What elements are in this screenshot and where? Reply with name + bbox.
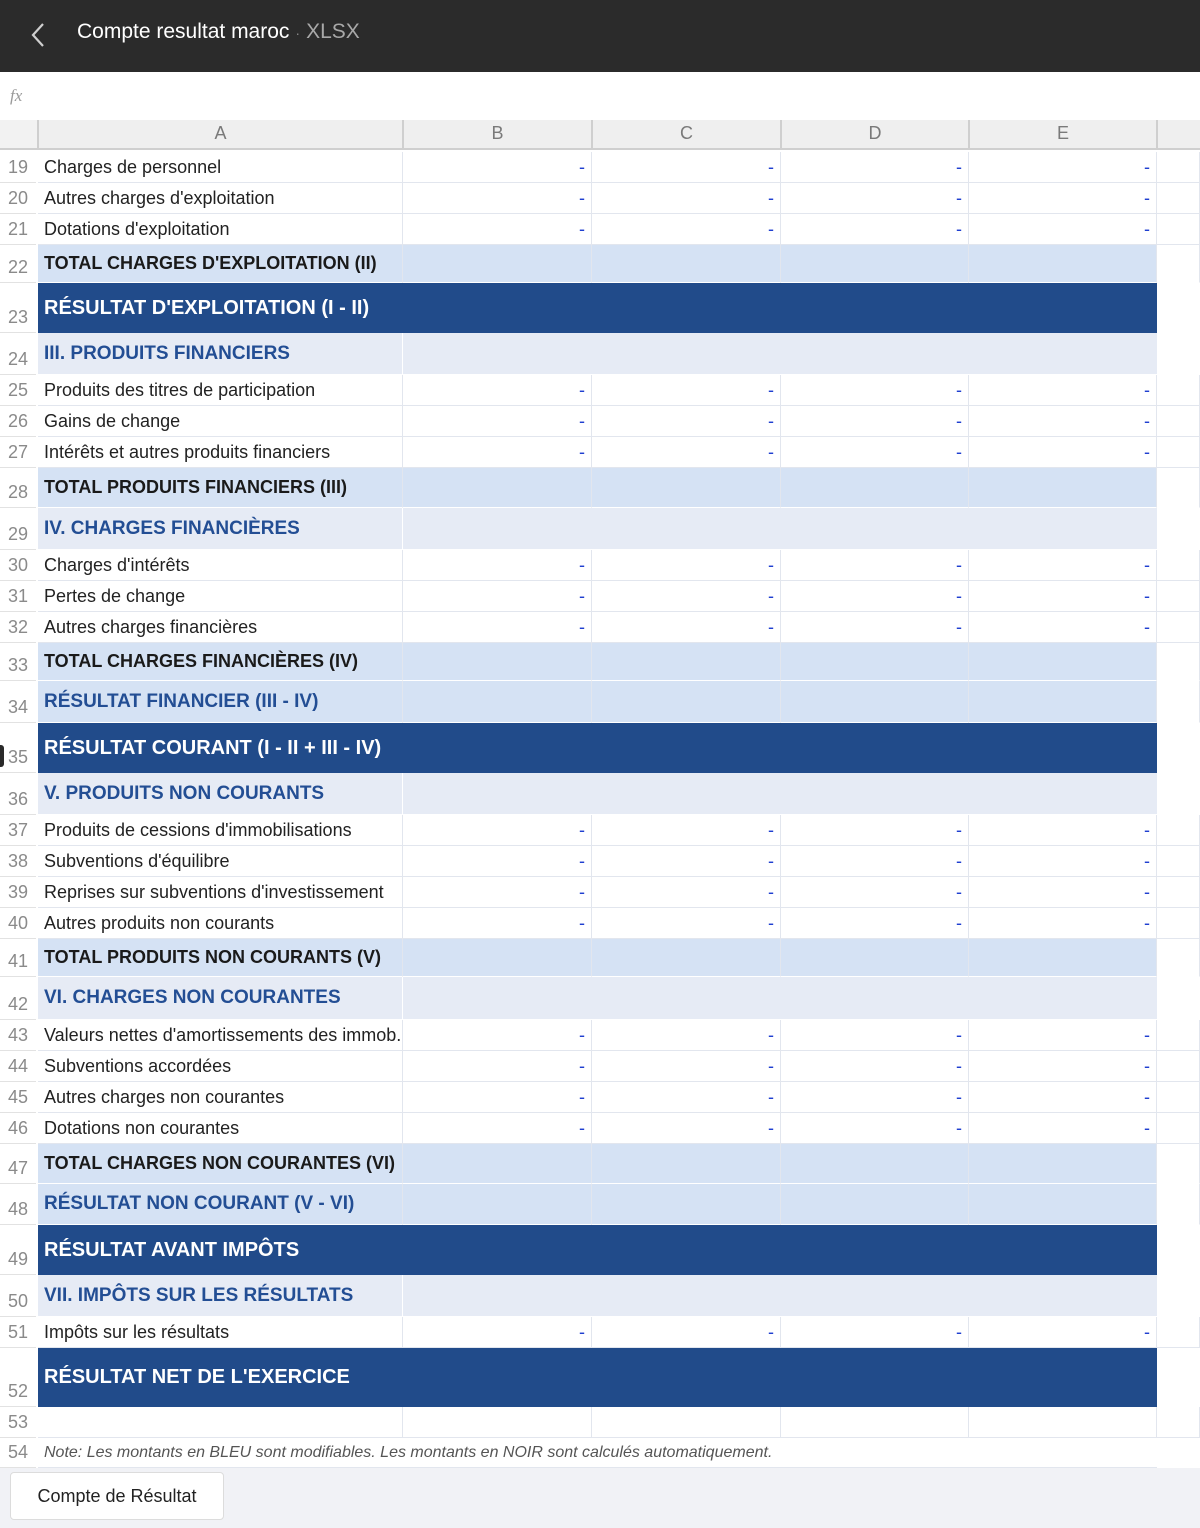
cell-f[interactable] <box>1157 1317 1200 1348</box>
row-number[interactable]: 30 <box>0 550 36 581</box>
value-cell-c[interactable]: - <box>592 437 781 468</box>
row-34 <box>0 681 1200 723</box>
cell-f[interactable] <box>1157 1113 1200 1144</box>
cell-c[interactable] <box>592 643 781 681</box>
cell-f[interactable] <box>1157 908 1200 939</box>
line-label[interactable]: Autres produits non courants <box>38 908 403 939</box>
row-number[interactable]: 42 <box>0 977 36 1020</box>
cell-f[interactable] <box>1157 245 1200 283</box>
cell-f[interactable] <box>1157 815 1200 846</box>
cell-e[interactable] <box>969 643 1157 681</box>
total-label[interactable]: TOTAL CHARGES D'EXPLOITATION (II) <box>38 245 403 283</box>
cell-f[interactable] <box>1157 375 1200 406</box>
line-label[interactable]: Dotations d'exploitation <box>38 214 403 245</box>
value-cell-c[interactable]: - <box>592 1082 781 1113</box>
result-banner-label: RÉSULTAT D'EXPLOITATION (I - II) <box>44 296 370 319</box>
row-number[interactable]: 51 <box>0 1317 36 1348</box>
value-cell-e[interactable]: - <box>969 152 1157 183</box>
row-number[interactable]: 45 <box>0 1082 36 1113</box>
value-cell-b[interactable]: - <box>403 846 592 877</box>
section-heading[interactable]: III. PRODUITS FINANCIERS <box>38 333 403 375</box>
value-cell-b[interactable]: - <box>403 375 592 406</box>
value-cell-d[interactable]: - <box>781 612 969 643</box>
file-name: Compte resultat maroc <box>77 20 290 43</box>
top-bar <box>0 0 1200 72</box>
formula-bar <box>0 72 1200 121</box>
row-number[interactable]: 39 <box>0 877 36 908</box>
value-cell-d[interactable]: - <box>781 1020 969 1051</box>
row-number[interactable]: 52 <box>0 1348 36 1407</box>
value-cell-e[interactable]: - <box>969 581 1157 612</box>
row-54 <box>0 1438 1200 1468</box>
row-26 <box>0 406 1200 437</box>
line-label[interactable]: Autres charges financières <box>38 612 403 643</box>
column-header-e[interactable]: E <box>969 120 1157 148</box>
row-40 <box>0 908 1200 939</box>
value-cell-e[interactable]: - <box>969 612 1157 643</box>
row-number[interactable]: 20 <box>0 183 36 214</box>
cell-f[interactable] <box>1157 1275 1200 1317</box>
row-43 <box>0 1020 1200 1051</box>
line-label[interactable]: Subventions d'équilibre <box>38 846 403 877</box>
row-30 <box>0 550 1200 581</box>
row-47 <box>0 1144 1200 1184</box>
value-cell-c[interactable]: - <box>592 550 781 581</box>
line-label[interactable]: Intérêts et autres produits financiers <box>38 437 403 468</box>
value-cell-e[interactable]: - <box>969 1051 1157 1082</box>
value-cell-c[interactable]: - <box>592 375 781 406</box>
column-header-f[interactable] <box>1157 120 1200 148</box>
cell-e[interactable] <box>969 1184 1157 1225</box>
line-label[interactable]: Pertes de change <box>38 581 403 612</box>
row-36 <box>0 773 1200 815</box>
note-cell[interactable]: Note: Les montants en BLEU sont modifiables. Les montants en NOIR sont calculés automatiquement. <box>38 1438 1157 1468</box>
value-cell-c[interactable]: - <box>592 214 781 245</box>
row-number[interactable]: 54 <box>0 1438 36 1468</box>
cell-d[interactable] <box>781 1184 969 1225</box>
cell-c[interactable] <box>592 468 781 508</box>
section-fill[interactable] <box>403 773 1157 815</box>
row-number[interactable]: 28 <box>0 468 36 508</box>
value-cell-c[interactable]: - <box>592 183 781 214</box>
value-cell-d[interactable]: - <box>781 1051 969 1082</box>
row-number[interactable]: 50 <box>0 1275 36 1317</box>
cell-f[interactable] <box>1157 1082 1200 1113</box>
value-cell-c[interactable]: - <box>592 846 781 877</box>
result-label[interactable]: RÉSULTAT FINANCIER (III - IV) <box>38 681 403 723</box>
row-number[interactable]: 26 <box>0 406 36 437</box>
section-heading[interactable]: VI. CHARGES NON COURANTES <box>38 977 403 1020</box>
value-cell-d[interactable]: - <box>781 877 969 908</box>
cell-b[interactable] <box>403 1407 592 1438</box>
value-cell-b[interactable]: - <box>403 183 592 214</box>
cell-f[interactable] <box>1157 550 1200 581</box>
total-label[interactable]: TOTAL PRODUITS NON COURANTS (V) <box>38 939 403 977</box>
cell-f[interactable] <box>1157 612 1200 643</box>
row-selection-handle[interactable] <box>0 745 4 767</box>
cell-f[interactable] <box>1157 152 1200 183</box>
cell-f[interactable] <box>1157 773 1200 815</box>
cell-b[interactable] <box>403 1184 592 1225</box>
title-separator: · <box>295 25 301 41</box>
column-header-a[interactable]: A <box>38 120 403 148</box>
cell-c[interactable] <box>592 681 781 723</box>
value-cell-d[interactable]: - <box>781 152 969 183</box>
value-cell-d[interactable]: - <box>781 183 969 214</box>
row-number[interactable]: 46 <box>0 1113 36 1144</box>
row-39 <box>0 877 1200 908</box>
line-label[interactable]: Charges d'intérêts <box>38 550 403 581</box>
line-label[interactable]: Reprises sur subventions d'investissement <box>38 877 403 908</box>
row-number[interactable]: 25 <box>0 375 36 406</box>
row-42 <box>0 977 1200 1020</box>
result-banner-label: RÉSULTAT NET DE L'EXERCICE <box>44 1366 350 1388</box>
row-37 <box>0 815 1200 846</box>
row-number[interactable]: 33 <box>0 643 36 681</box>
cell-c[interactable] <box>592 245 781 283</box>
line-label[interactable]: Produits des titres de participation <box>38 375 403 406</box>
value-cell-c[interactable]: - <box>592 877 781 908</box>
value-cell-d[interactable]: - <box>781 908 969 939</box>
value-cell-b[interactable]: - <box>403 152 592 183</box>
row-number[interactable]: 21 <box>0 214 36 245</box>
row-23 <box>0 283 1200 333</box>
cell-f[interactable] <box>1157 1184 1200 1225</box>
row-51 <box>0 1317 1200 1348</box>
line-label[interactable]: Produits de cessions d'immobilisations <box>38 815 403 846</box>
row-number[interactable]: 49 <box>0 1225 36 1275</box>
cell-b[interactable] <box>403 681 592 723</box>
cell-c[interactable] <box>592 1184 781 1225</box>
row-45 <box>0 1082 1200 1113</box>
value-cell-e[interactable]: - <box>969 1020 1157 1051</box>
row-53 <box>0 1407 1200 1438</box>
cell-f[interactable] <box>1157 1407 1200 1438</box>
file-extension: XLSX <box>306 20 360 43</box>
value-cell-e[interactable]: - <box>969 1317 1157 1348</box>
value-cell-c[interactable]: - <box>592 1113 781 1144</box>
section-heading[interactable]: V. PRODUITS NON COURANTS <box>38 773 403 815</box>
cell-e[interactable] <box>969 1407 1157 1438</box>
value-cell-d[interactable]: - <box>781 581 969 612</box>
value-cell-e[interactable]: - <box>969 437 1157 468</box>
value-cell-b[interactable]: - <box>403 550 592 581</box>
select-all-corner[interactable] <box>0 120 38 148</box>
cell-f[interactable] <box>1157 581 1200 612</box>
sheet-tab-compte-de-resultat[interactable]: Compte de Résultat <box>10 1472 224 1520</box>
line-label[interactable]: Charges de personnel <box>38 152 403 183</box>
document-title <box>77 20 360 44</box>
value-cell-b[interactable]: - <box>403 1051 592 1082</box>
row-number[interactable]: 40 <box>0 908 36 939</box>
cell-b[interactable] <box>403 643 592 681</box>
row-21 <box>0 214 1200 245</box>
row-number[interactable]: 48 <box>0 1184 36 1225</box>
total-label[interactable]: TOTAL CHARGES NON COURANTES (VI) <box>38 1144 403 1184</box>
cell-e[interactable] <box>969 939 1157 977</box>
cell-f[interactable] <box>1157 1144 1200 1184</box>
cell-f[interactable] <box>1157 643 1200 681</box>
value-cell-b[interactable]: - <box>403 612 592 643</box>
value-cell-c[interactable]: - <box>592 406 781 437</box>
value-cell-d[interactable]: - <box>781 214 969 245</box>
row-number[interactable]: 35 <box>0 723 36 773</box>
cell-f[interactable] <box>1157 877 1200 908</box>
row-number[interactable]: 31 <box>0 581 36 612</box>
value-cell-b[interactable]: - <box>403 1317 592 1348</box>
value-cell-d[interactable]: - <box>781 1113 969 1144</box>
value-cell-b[interactable]: - <box>403 908 592 939</box>
row-number[interactable]: 43 <box>0 1020 36 1051</box>
cell-b[interactable] <box>403 468 592 508</box>
row-20 <box>0 183 1200 214</box>
cell-e[interactable] <box>969 245 1157 283</box>
value-cell-c[interactable]: - <box>592 581 781 612</box>
value-cell-c[interactable]: - <box>592 152 781 183</box>
row-48 <box>0 1184 1200 1225</box>
cell-d[interactable] <box>781 245 969 283</box>
row-number[interactable]: 36 <box>0 773 36 815</box>
section-fill[interactable] <box>403 977 1157 1020</box>
line-label[interactable]: Valeurs nettes d'amortissements des immob. <box>38 1020 403 1051</box>
column-headers <box>0 120 1200 150</box>
value-cell-b[interactable]: - <box>403 1020 592 1051</box>
row-number[interactable]: 27 <box>0 437 36 468</box>
value-cell-c[interactable]: - <box>592 612 781 643</box>
row-32 <box>0 612 1200 643</box>
cell-f[interactable] <box>1157 681 1200 723</box>
row-49 <box>0 1225 1200 1275</box>
column-header-d[interactable]: D <box>781 120 969 148</box>
value-cell-e[interactable]: - <box>969 815 1157 846</box>
value-cell-d[interactable]: - <box>781 846 969 877</box>
cell-f[interactable] <box>1157 468 1200 508</box>
cell-b[interactable] <box>403 1144 592 1184</box>
value-cell-e[interactable]: - <box>969 1082 1157 1113</box>
row-number[interactable]: 53 <box>0 1407 36 1438</box>
value-cell-d[interactable]: - <box>781 1082 969 1113</box>
row-number[interactable]: 23 <box>0 283 36 333</box>
cell-b[interactable] <box>403 245 592 283</box>
back-chevron-icon[interactable] <box>28 21 48 49</box>
row-number[interactable]: 44 <box>0 1051 36 1082</box>
cell-f[interactable] <box>1157 846 1200 877</box>
cell-f[interactable] <box>1157 939 1200 977</box>
line-label[interactable]: Impôts sur les résultats <box>38 1317 403 1348</box>
row-19 <box>0 152 1200 183</box>
cell-c[interactable] <box>592 1407 781 1438</box>
value-cell-c[interactable]: - <box>592 1051 781 1082</box>
value-cell-e[interactable]: - <box>969 375 1157 406</box>
result-label[interactable]: RÉSULTAT NON COURANT (V - VI) <box>38 1184 403 1225</box>
column-header-c[interactable]: C <box>592 120 781 148</box>
row-number[interactable]: 32 <box>0 612 36 643</box>
line-label[interactable]: Autres charges d'exploitation <box>38 183 403 214</box>
row-number[interactable]: 19 <box>0 152 36 183</box>
cell-e[interactable] <box>969 681 1157 723</box>
cell-d[interactable] <box>781 643 969 681</box>
row-46 <box>0 1113 1200 1144</box>
total-label[interactable]: TOTAL PRODUITS FINANCIERS (III) <box>38 468 403 508</box>
column-header-b[interactable]: B <box>403 120 592 148</box>
value-cell-e[interactable]: - <box>969 183 1157 214</box>
cell-d[interactable] <box>781 1144 969 1184</box>
row-22 <box>0 245 1200 283</box>
value-cell-d[interactable]: - <box>781 375 969 406</box>
cell-d[interactable] <box>781 681 969 723</box>
line-label[interactable]: Gains de change <box>38 406 403 437</box>
result-banner-label: RÉSULTAT AVANT IMPÔTS <box>44 1238 300 1261</box>
cell-e[interactable] <box>969 468 1157 508</box>
value-cell-e[interactable]: - <box>969 908 1157 939</box>
value-cell-c[interactable]: - <box>592 908 781 939</box>
result-label[interactable] <box>38 1407 403 1438</box>
cell-f[interactable] <box>1157 508 1200 550</box>
value-cell-b[interactable]: - <box>403 214 592 245</box>
line-label[interactable]: Subventions accordées <box>38 1051 403 1082</box>
section-fill[interactable] <box>403 508 1157 550</box>
value-cell-b[interactable]: - <box>403 877 592 908</box>
value-cell-d[interactable]: - <box>781 815 969 846</box>
value-cell-e[interactable]: - <box>969 406 1157 437</box>
cell-b[interactable] <box>403 939 592 977</box>
value-cell-e[interactable]: - <box>969 846 1157 877</box>
section-fill[interactable] <box>403 333 1157 375</box>
row-number[interactable]: 24 <box>0 333 36 375</box>
row-number[interactable]: 47 <box>0 1144 36 1184</box>
cell-f[interactable] <box>1157 214 1200 245</box>
cell-d[interactable] <box>781 1407 969 1438</box>
fx-icon: fx <box>10 86 23 105</box>
value-cell-e[interactable]: - <box>969 550 1157 581</box>
value-cell-c[interactable]: - <box>592 815 781 846</box>
row-29 <box>0 508 1200 550</box>
row-number[interactable]: 22 <box>0 245 36 283</box>
row-41 <box>0 939 1200 977</box>
cell-f[interactable] <box>1157 437 1200 468</box>
section-heading[interactable]: IV. CHARGES FINANCIÈRES <box>38 508 403 550</box>
row-27 <box>0 437 1200 468</box>
cell-d[interactable] <box>781 939 969 977</box>
sheet-tab-bar <box>0 1468 1200 1528</box>
value-cell-b[interactable]: - <box>403 406 592 437</box>
value-cell-d[interactable]: - <box>781 550 969 581</box>
row-31 <box>0 581 1200 612</box>
value-cell-e[interactable]: - <box>969 877 1157 908</box>
value-cell-b[interactable]: - <box>403 1113 592 1144</box>
value-cell-e[interactable]: - <box>969 1113 1157 1144</box>
value-cell-c[interactable]: - <box>592 1317 781 1348</box>
row-number[interactable]: 38 <box>0 846 36 877</box>
value-cell-d[interactable]: - <box>781 1317 969 1348</box>
row-38 <box>0 846 1200 877</box>
cell-f[interactable] <box>1157 333 1200 375</box>
total-label[interactable]: TOTAL CHARGES FINANCIÈRES (IV) <box>38 643 403 681</box>
value-cell-b[interactable]: - <box>403 437 592 468</box>
cell-d[interactable] <box>781 468 969 508</box>
row-35 <box>0 723 1200 773</box>
line-label[interactable]: Dotations non courantes <box>38 1113 403 1144</box>
row-52 <box>0 1348 1200 1407</box>
cell-f[interactable] <box>1157 1020 1200 1051</box>
cell-f[interactable] <box>1157 1051 1200 1082</box>
cell-c[interactable] <box>592 1144 781 1184</box>
cell-f[interactable] <box>1157 1438 1200 1468</box>
value-cell-b[interactable]: - <box>403 581 592 612</box>
row-50 <box>0 1275 1200 1317</box>
row-number[interactable]: 29 <box>0 508 36 550</box>
row-number[interactable]: 34 <box>0 681 36 723</box>
cell-f[interactable] <box>1157 977 1200 1020</box>
value-cell-b[interactable]: - <box>403 1082 592 1113</box>
row-44 <box>0 1051 1200 1082</box>
row-number[interactable]: 37 <box>0 815 36 846</box>
section-fill[interactable] <box>403 1275 1157 1317</box>
cell-e[interactable] <box>969 1144 1157 1184</box>
formula-input[interactable] <box>40 80 1194 114</box>
value-cell-c[interactable]: - <box>592 1020 781 1051</box>
row-25 <box>0 375 1200 406</box>
cell-f[interactable] <box>1157 406 1200 437</box>
cell-f[interactable] <box>1157 183 1200 214</box>
cell-c[interactable] <box>592 939 781 977</box>
value-cell-d[interactable]: - <box>781 406 969 437</box>
row-33 <box>0 643 1200 681</box>
value-cell-b[interactable]: - <box>403 815 592 846</box>
section-heading[interactable]: VII. IMPÔTS SUR LES RÉSULTATS <box>38 1275 403 1317</box>
row-24 <box>0 333 1200 375</box>
line-label[interactable]: Autres charges non courantes <box>38 1082 403 1113</box>
value-cell-e[interactable]: - <box>969 214 1157 245</box>
value-cell-d[interactable]: - <box>781 437 969 468</box>
result-banner-label: RÉSULTAT COURANT (I - II + III - IV) <box>44 736 382 759</box>
row-28 <box>0 468 1200 508</box>
row-number[interactable]: 41 <box>0 939 36 977</box>
